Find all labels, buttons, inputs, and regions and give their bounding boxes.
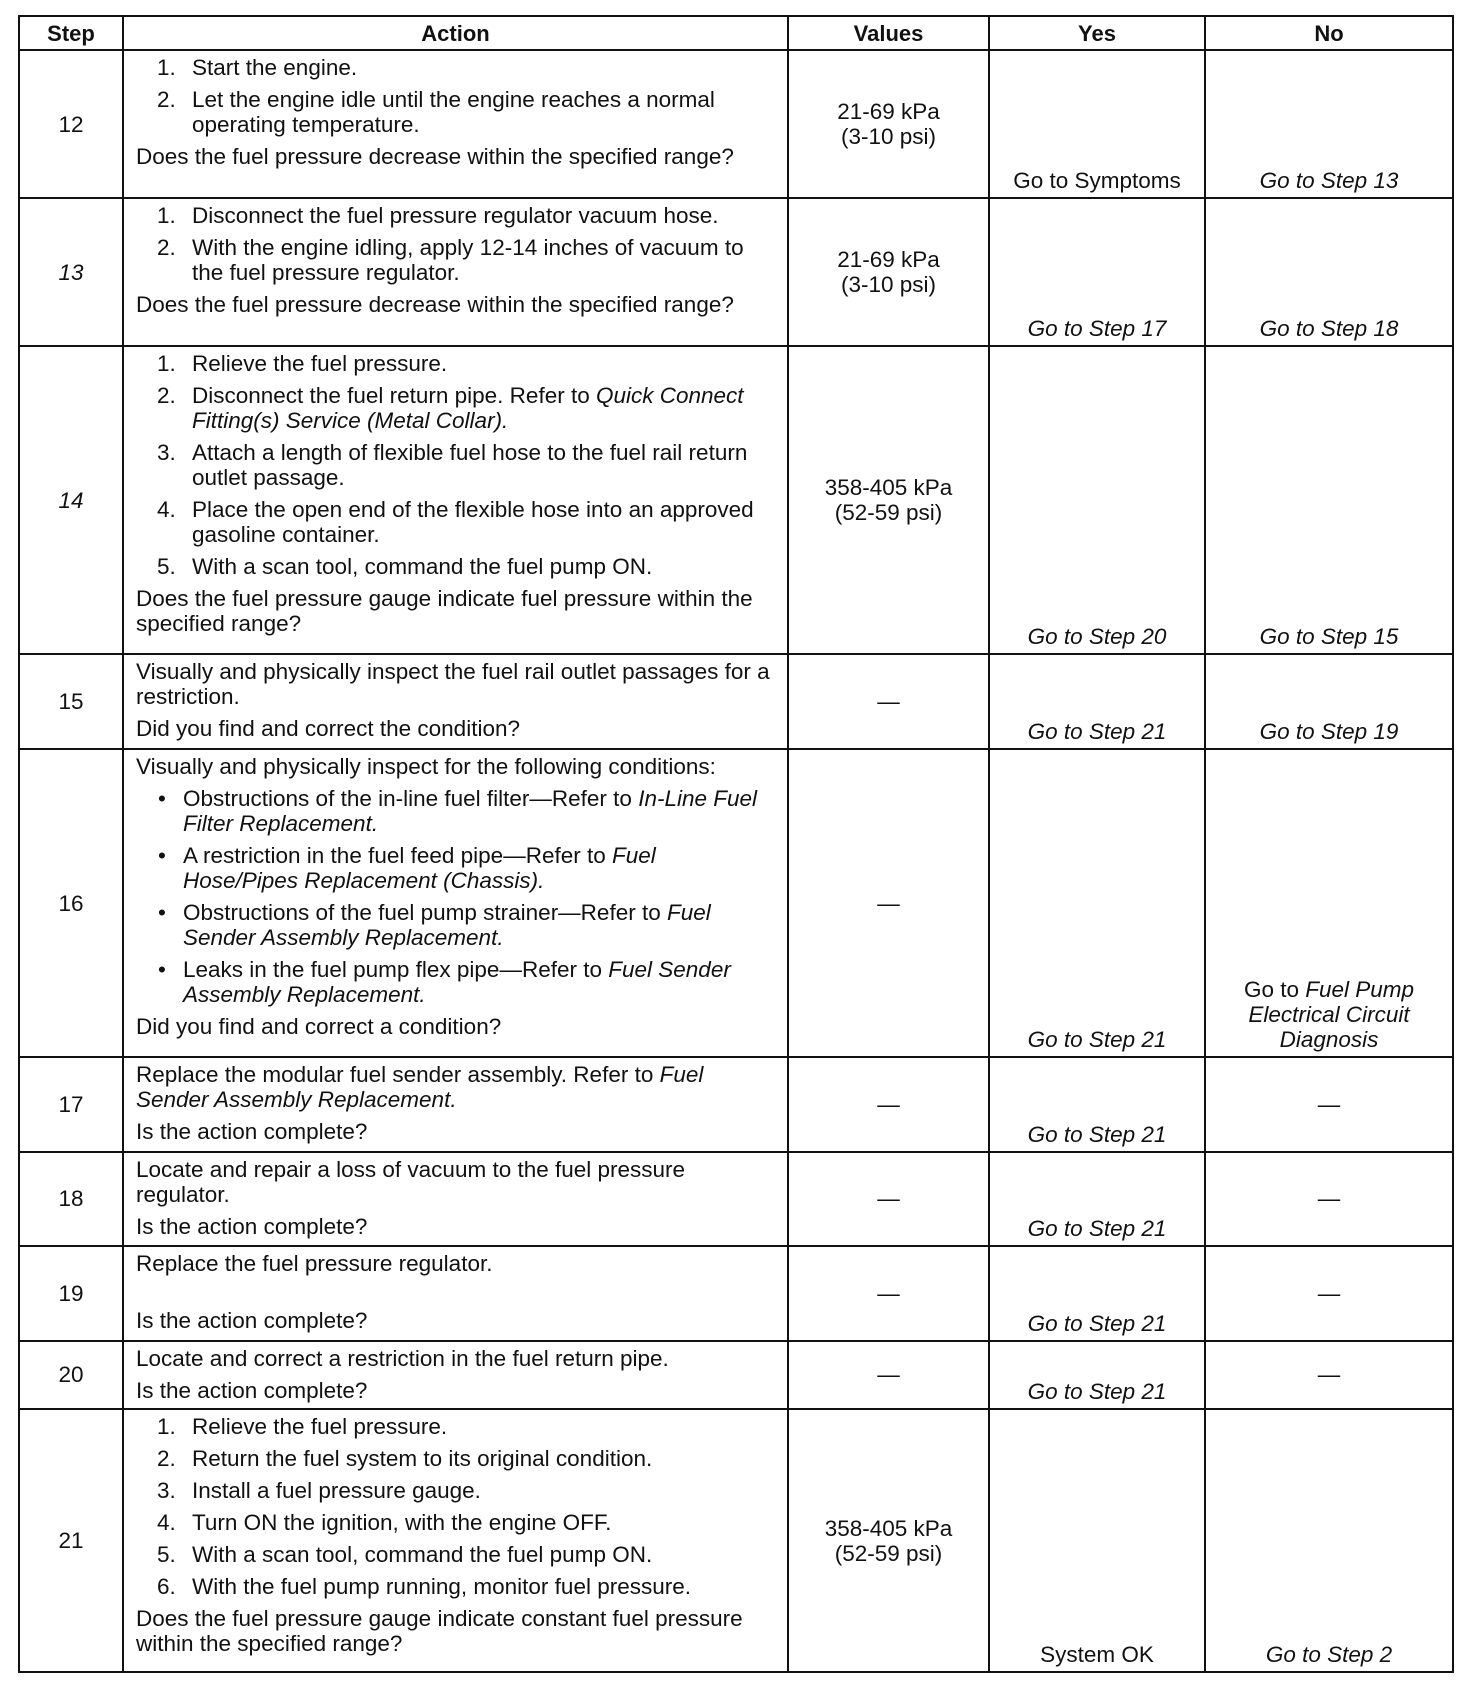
table-row (19, 654, 1453, 749)
step-number: 21 (19, 1409, 123, 1672)
values-cell (788, 346, 989, 654)
list-item: 3. Attach a length of flexible fuel hose to the fuel rail return outlet passage. (157, 440, 748, 491)
yes-cell: Go to Step 21 (989, 654, 1205, 749)
values-cell (788, 50, 989, 198)
question-text: Does the fuel pressure decrease within the specified range? (136, 292, 734, 318)
instruction-text (136, 1062, 773, 1112)
question-text: Is the action complete? (136, 1377, 368, 1403)
no-cell: Go to Step 13 (1205, 50, 1453, 198)
list-item: 4. Place the open end of the flexible hose into an approved gasoline container. (157, 497, 754, 548)
list-item: 2. With the engine idling, apply 12-14 inches of vacuum to the fuel pressure regulator. (157, 235, 744, 286)
step-number: 13 (19, 198, 123, 346)
diagnostic-table-sheet (18, 15, 1452, 1673)
item-text: Place the open end of the flexible hose into an approved gasoline container. (192, 497, 754, 548)
value-kpa: 358-405 kPa (824, 475, 953, 501)
reference-link[interactable]: Fuel Pump Electrical Circuit Diagnosis (1248, 977, 1415, 1053)
list-item: 2. Return the fuel system to its original condition. (157, 1446, 653, 1472)
action-cell (123, 654, 788, 749)
item-text: Start the engine. (192, 55, 358, 80)
item-text: With a scan tool, command the fuel pump ON. (192, 1542, 653, 1568)
action-cell (123, 1246, 788, 1341)
list-item: 3. Install a fuel pressure gauge. (157, 1478, 481, 1504)
yes-cell: Go to Step 20 (989, 346, 1205, 654)
action-cell (123, 749, 788, 1057)
bullet-item (136, 843, 773, 893)
list-item: 1. Relieve the fuel pressure. (157, 351, 448, 377)
instruction-body: Replace the modular fuel sender assembly. Refer to (136, 1062, 660, 1088)
no-cell: Go to Step 18 (1205, 198, 1453, 346)
value-kpa: 21-69 kPa (837, 247, 940, 273)
list-item: 5. With a scan tool, command the fuel pump ON. (157, 554, 653, 580)
bullet-item (136, 957, 773, 1007)
no-cell: — (1205, 1341, 1453, 1409)
question-text: Is the action complete? (136, 1308, 368, 1334)
reference-link[interactable]: Fuel Sender Assembly Replacement. (183, 957, 731, 1008)
no-cell: Go to Step 19 (1205, 654, 1453, 749)
values-cell: — (788, 1246, 989, 1341)
action-cell (123, 1057, 788, 1152)
list-item: 4. Turn ON the ignition, with the engine OFF. (157, 1510, 612, 1536)
item-text: Return the fuel system to its original condition. (192, 1446, 653, 1472)
step-number: 15 (19, 654, 123, 749)
reference-link[interactable]: In-Line Fuel Filter Replacement. (183, 786, 758, 837)
step-number: 17 (19, 1057, 123, 1152)
values-cell (788, 198, 989, 346)
step-number: 12 (19, 50, 123, 198)
reference-link[interactable]: Quick Connect Fitting(s) Service (Metal Collar). (192, 383, 744, 434)
yes-cell: Go to Step 21 (989, 749, 1205, 1057)
no-cell: — (1205, 1152, 1453, 1247)
action-cell (123, 198, 788, 346)
value-psi: (52-59 psi) (834, 1540, 943, 1566)
question-text: Does the fuel pressure gauge indicate fuel pressure within the specified range? (136, 586, 753, 637)
item-text: Install a fuel pressure gauge. (192, 1478, 481, 1504)
item-text: With the fuel pump running, monitor fuel pressure. (192, 1574, 691, 1600)
values-cell: — (788, 1057, 989, 1152)
bullet-item (136, 900, 773, 950)
list-item: 1. Start the engine. (157, 55, 358, 80)
step-number: 20 (19, 1341, 123, 1409)
yes-cell: Go to Step 21 (989, 1341, 1205, 1409)
yes-cell: Go to Symptoms (989, 50, 1205, 198)
question-text: Does the fuel pressure decrease within the specified range? (136, 144, 734, 169)
values-cell: — (788, 1152, 989, 1247)
value-psi: (3-10 psi) (840, 124, 937, 150)
table-row (19, 749, 1453, 1057)
bullet-text: Leaks in the fuel pump flex pipe—Refer to (183, 957, 609, 983)
table-row (19, 1409, 1453, 1672)
values-cell: — (788, 1341, 989, 1409)
item-text: Disconnect the fuel return pipe. Refer to (192, 383, 596, 409)
list-item: 1. Relieve the fuel pressure. (157, 1414, 448, 1440)
step-number: 18 (19, 1152, 123, 1247)
reference-link[interactable]: Fuel Hose/Pipes Replacement (Chassis). (183, 843, 656, 894)
header-step: Step (19, 16, 123, 50)
values-cell: — (788, 654, 989, 749)
values-cell (788, 1409, 989, 1672)
item-text: Disconnect the fuel pressure regulator vacuum hose. (192, 203, 719, 229)
no-prefix: Go to (1243, 977, 1306, 1003)
bullet-text: Obstructions of the in-line fuel filter—Refer to (183, 786, 639, 812)
list-item: 1. Disconnect the fuel pressure regulator vacuum hose. (157, 203, 719, 229)
value-psi: (52-59 psi) (834, 500, 943, 526)
step-number: 19 (19, 1246, 123, 1341)
item-text: With a scan tool, command the fuel pump ON. (192, 554, 653, 580)
no-cell (1205, 749, 1453, 1057)
table-row (19, 346, 1453, 654)
diagnostic-table (18, 15, 1454, 1673)
bullet-text: Obstructions of the fuel pump strainer—Refer to (183, 900, 667, 926)
yes-cell: System OK (989, 1409, 1205, 1672)
instruction-text: Locate and repair a loss of vacuum to the fuel pressure regulator. (136, 1156, 686, 1207)
value-kpa: 358-405 kPa (824, 1515, 953, 1541)
values-cell: — (788, 749, 989, 1057)
item-text: Turn ON the ignition, with the engine OFF. (192, 1510, 612, 1536)
action-cell (123, 1341, 788, 1409)
instruction-text: Replace the fuel pressure regulator. (136, 1251, 493, 1277)
reference-link[interactable]: Fuel Sender Assembly Replacement. (136, 1062, 704, 1113)
question-text: Is the action complete? (136, 1119, 368, 1145)
instruction-text: Locate and correct a restriction in the fuel return pipe. (136, 1345, 669, 1371)
list-item: 2. Disconnect the fuel return pipe. Refer to Quick Connect Fitting(s) Service (Metal Collar). (157, 383, 744, 434)
instruction-text: Visually and physically inspect for the following conditions: (136, 754, 716, 780)
yes-cell: Go to Step 21 (989, 1057, 1205, 1152)
action-cell (123, 1152, 788, 1247)
instruction-text: Visually and physically inspect the fuel rail outlet passages for a restriction. (136, 659, 770, 710)
table-row (19, 1152, 1453, 1247)
list-item: 2. Let the engine idle until the engine reaches a normal operating temperature. (157, 87, 715, 137)
yes-cell: Go to Step 21 (989, 1152, 1205, 1247)
table-row (19, 1341, 1453, 1409)
bullet-item (136, 786, 773, 836)
action-cell (123, 1409, 788, 1672)
item-text: Relieve the fuel pressure. (192, 351, 448, 377)
value-psi: (3-10 psi) (840, 272, 937, 298)
yes-cell: Go to Step 17 (989, 198, 1205, 346)
no-cell: — (1205, 1246, 1453, 1341)
item-text: Let the engine idle until the engine reaches a normal operating temperature. (192, 87, 715, 137)
header-action: Action (123, 16, 788, 50)
item-text: With the engine idling, apply 12-14 inches of vacuum to the fuel pressure regulator. (192, 235, 744, 286)
question-text: Did you find and correct the condition? (136, 716, 520, 742)
header-row (19, 16, 1453, 50)
yes-cell: Go to Step 21 (989, 1246, 1205, 1341)
table-row (19, 198, 1453, 346)
action-cell (123, 50, 788, 198)
reference-link[interactable]: Fuel Sender Assembly Replacement. (183, 900, 711, 951)
header-no: No (1205, 16, 1453, 50)
table-row (19, 1057, 1453, 1152)
item-text: Attach a length of flexible fuel hose to the fuel rail return outlet passage. (192, 440, 748, 491)
list-item: 6. With the fuel pump running, monitor fuel pressure. (157, 1574, 691, 1600)
list-item: 5. With a scan tool, command the fuel pump ON. (157, 1542, 653, 1568)
question-text: Is the action complete? (136, 1213, 368, 1239)
header-yes: Yes (989, 16, 1205, 50)
table-row (19, 1246, 1453, 1341)
bullet-text: A restriction in the fuel feed pipe—Refer to (183, 843, 612, 869)
no-cell: Go to Step 15 (1205, 346, 1453, 654)
no-cell: — (1205, 1057, 1453, 1152)
no-cell: Go to Step 2 (1205, 1409, 1453, 1672)
header-values: Values (788, 16, 989, 50)
table-row (19, 50, 1453, 198)
question-text: Does the fuel pressure gauge indicate constant fuel pressure within the specified range? (136, 1606, 743, 1657)
action-cell (123, 346, 788, 654)
item-text: Relieve the fuel pressure. (192, 1414, 448, 1440)
step-number: 16 (19, 749, 123, 1057)
question-text: Did you find and correct a condition? (136, 1014, 502, 1040)
value-kpa: 21-69 kPa (837, 99, 940, 125)
step-number: 14 (19, 346, 123, 654)
